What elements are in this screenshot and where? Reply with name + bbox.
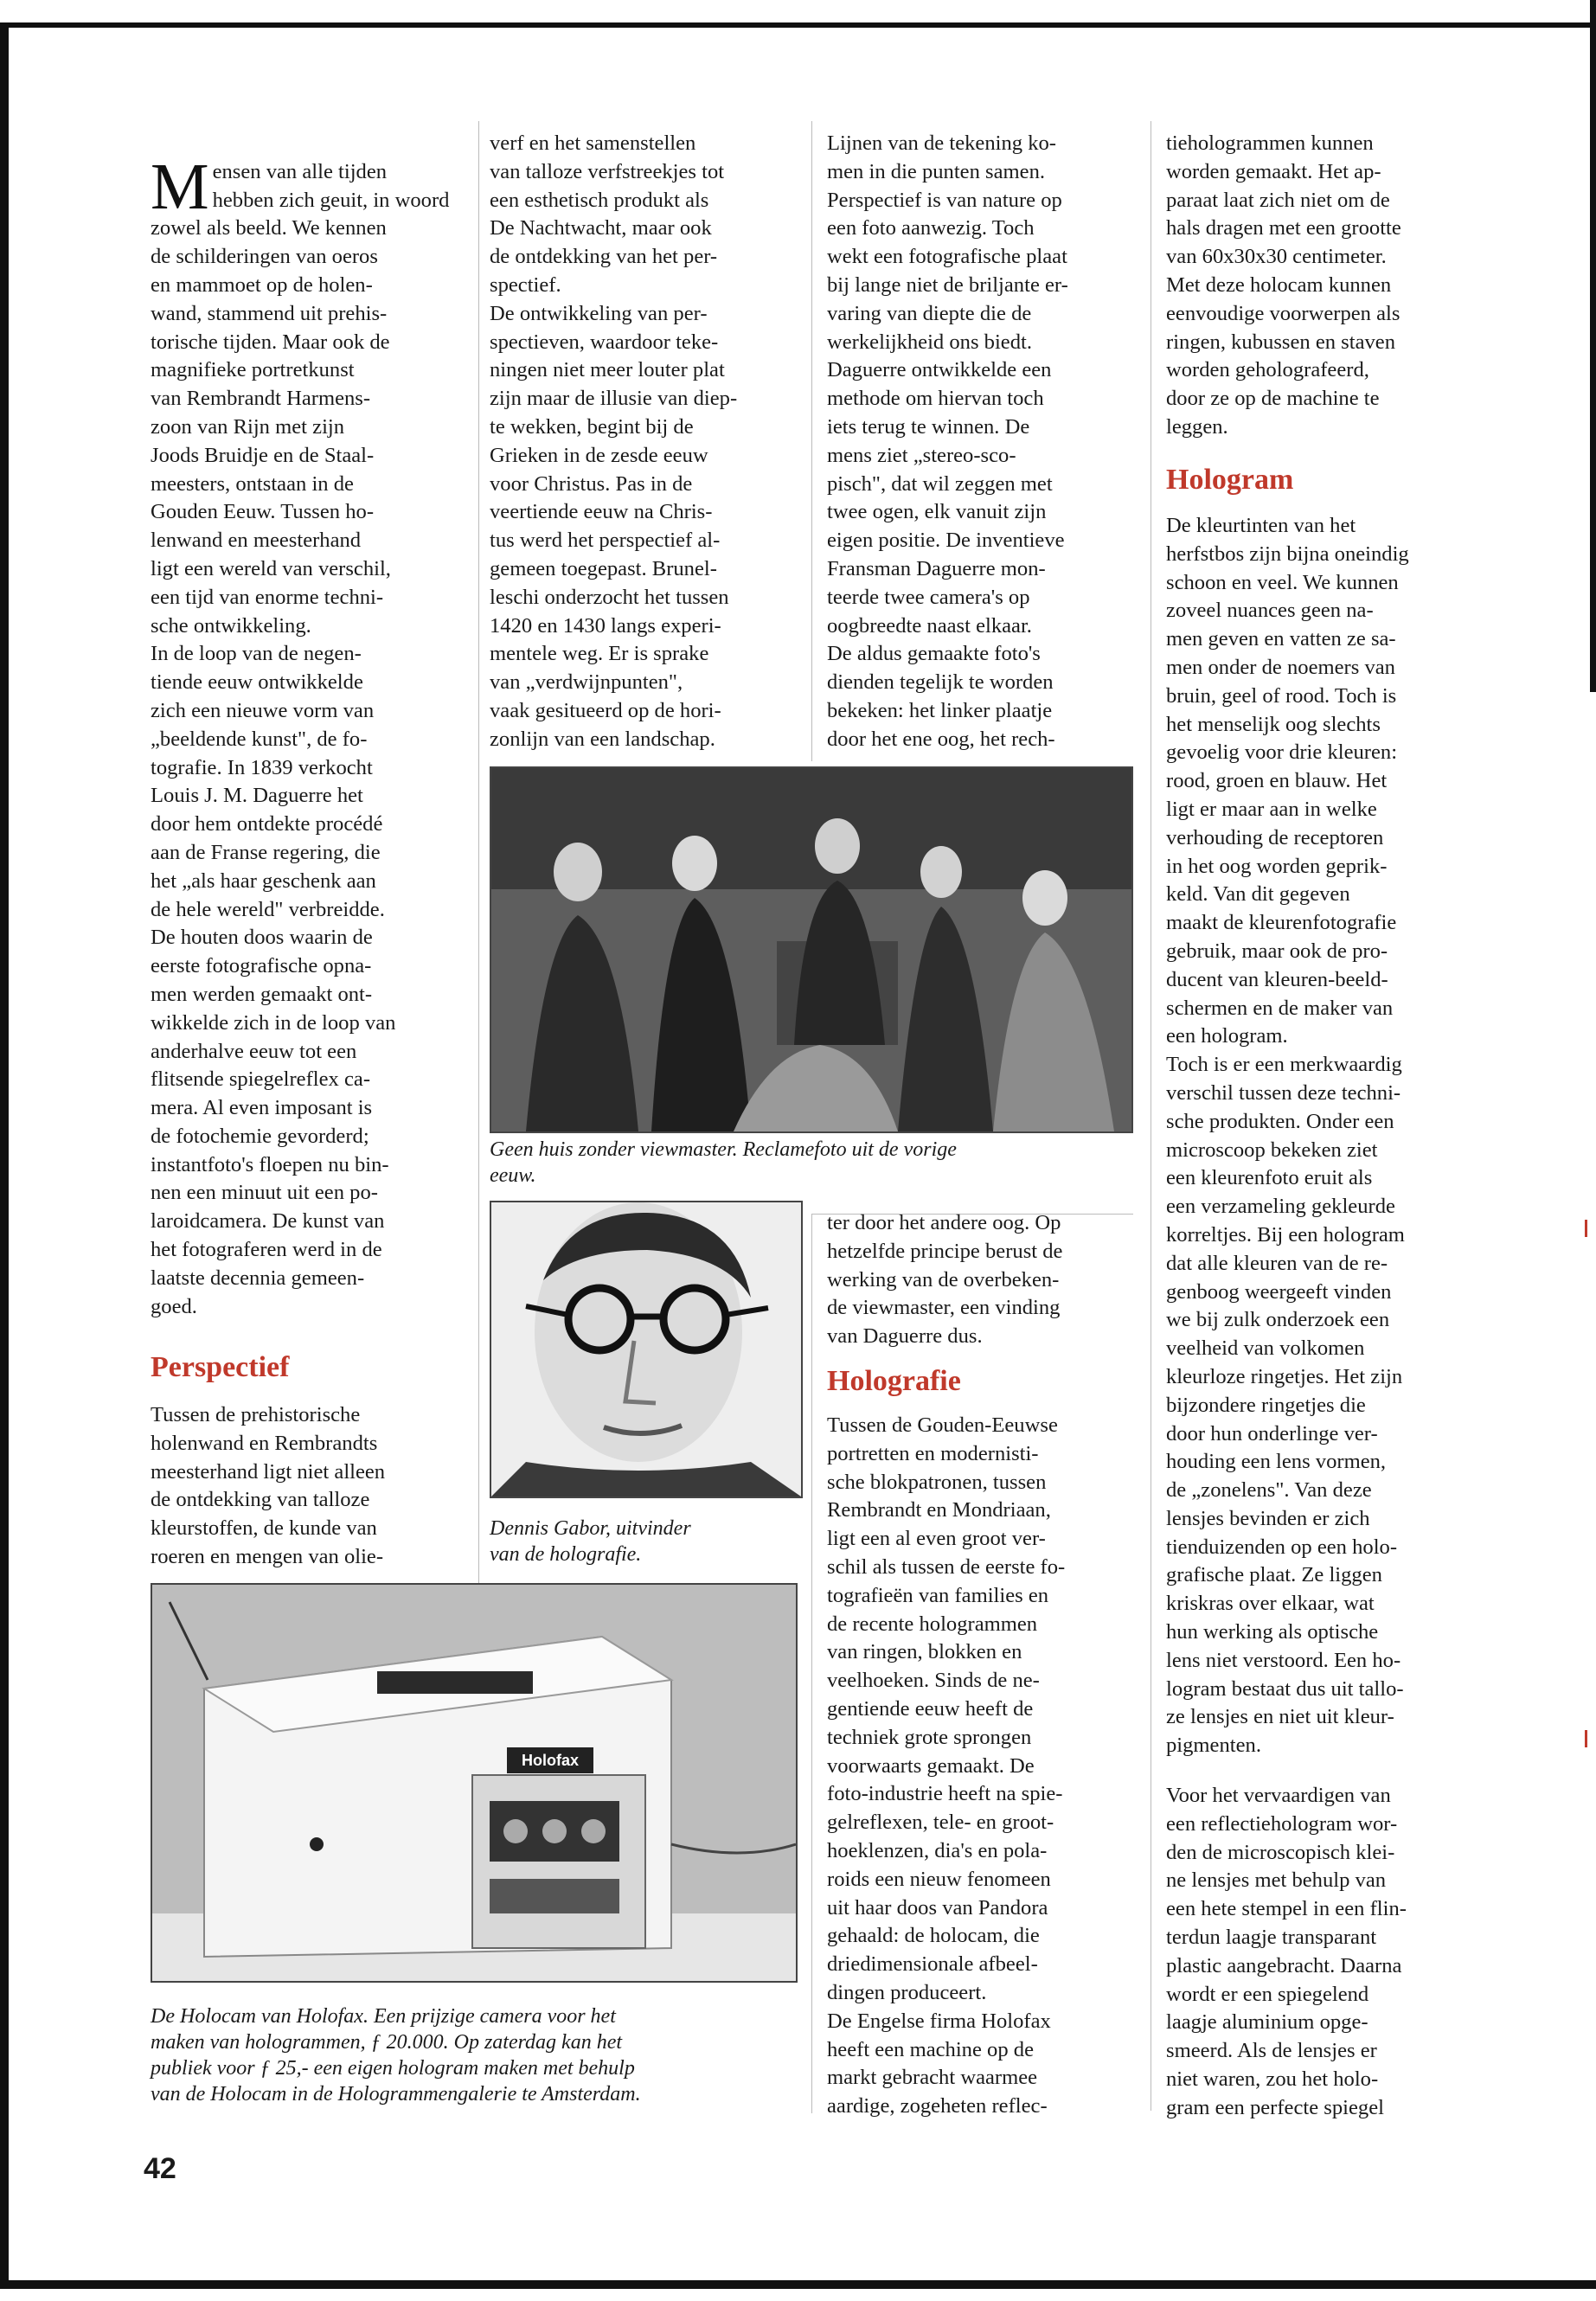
column-rule	[811, 121, 812, 761]
holocam-photo-graphic	[152, 1585, 796, 1981]
holocam-photo	[151, 1583, 798, 1983]
edge-mark	[1585, 1220, 1587, 1237]
column-rule	[811, 1214, 812, 2113]
holografie-text: Tussen de Gouden-Eeuwse portretten en modernisti- sche blokpatronen, tussen Rembrandt en Mondriaan, ligt een al even groot ver- schil als tussen de eerste fo- tografieën van families en de recente hologrammen van ringen, blokken en veelhoeken. Sinds de ne- gentiende eeuw heeft de techniek grote sprongen voorwaarts gemaakt. De foto-industrie heeft na spie- gelreflexen, tele- en groot- hoeklenzen, dia's en pola- roids een nieuw fenomeen uit haar doos van Pandora gehaald: de holocam, die driedimensionale afbeel- dingen produceert. De Engelse firma Holofax heeft een machine op de markt gebracht waarmee aardige, zogeheten reflec-	[827, 1413, 1066, 2118]
article-column-2: verf en het samenstellen van talloze verfstreekjes tot een esthetisch produkt als De Nachtwacht, maar ook de ontdekking van het per- spectief. De ontwikkeling van per- spectieven, waardoor teke- ningen niet meer louter plat zijn maar de illusie van diep- te wekken, begint bij de Grieken in de zesde eeuw voor Christus. Pas in de veertiende eeuw na Chris- tus werd het perspectief al- gemeen toegepast. Brunel- leschi onderzocht het tussen 1420 en 1430 langs experi- mentele weg. Er is sprake van „verdwijnpunten", vaak gesitueerd op de hori- zonlijn van een landschap.	[490, 131, 738, 751]
top-border	[0, 22, 1596, 28]
right-border	[1590, 0, 1596, 692]
hologram-text: De kleurtinten van het herfstbos zijn bijna oneindig schoon en veel. We kunnen zoveel nuances geen na- men geven en vatten ze sa- men onder de noemers van bruin, geel of rood. Toch is het menselijk oog slechts gevoelig voor drie kleuren: rood, groen en blauw. Het ligt er maar aan in welke verhouding de receptoren in het oog worden geprik- keld. Van dit gegeven maakt de kleurenfotografie gebruik, maar ook de pro- ducent van kleuren-beeld- schermen en de maker van een hologram. Toch is er een merkwaardig verschil tussen deze techni- sche produkten. Onder een microscoop bekeken ziet een kleurenfoto eruit als een verzameling gekleurde korreltjes. Bij een hologram dat alle kleuren van de re- genboog weergeeft vinden we bij zulk onderzoek een veelheid van volkomen kleurloze ringetjes. Het zijn bijzondere ringetjes die door hun onderlinge ver- houding een lens vormen, de „zonelens". Van deze lensjes bevinden er zich tienduizenden op een holo- grafische plaat. Ze liggen kriskras over elkaar, wat hun werking als optische lens niet verstoord. Een ho- logram bestaat dus uit tallo- ze lensjes en niet uit kleur- pigmenten.	[1166, 514, 1409, 1758]
edge-mark	[1585, 1730, 1587, 1747]
gabor-caption: Dennis Gabor, uitvinder van de holografie.	[490, 1517, 691, 1566]
column-rule	[478, 121, 479, 1583]
article-column-1	[151, 130, 471, 1321]
viewmaster-photo	[490, 766, 1133, 1133]
holocam-brand-label: Holofax	[521, 1752, 580, 1769]
heading-hologram: Hologram	[1166, 464, 1294, 496]
gabor-portrait	[490, 1201, 803, 1498]
page-number: 42	[144, 2152, 176, 2185]
gabor-portrait-graphic	[491, 1202, 801, 1497]
reflectiehologram-text: Voor het vervaardigen van een reflectiehologram wor- den de microscopisch klei- ne lensjes met behulp van een hete stempel in een flin- terdun laagje transparant plastic aangebracht. Daarna wordt er een spiegelend laagje aluminium opge- smeerd. Als de lensjes er niet waren, zou het holo- gram een perfecte spiegel	[1166, 1784, 1407, 2119]
perspectief-text: Tussen de prehistorische holenwand en Rembrandts meesterhand ligt niet alleen de ontdekking van talloze kleurstoffen, de kunde van roeren en mengen van olie-	[151, 1403, 386, 1568]
bottom-border	[0, 2280, 1596, 2289]
article-column-4: tiehologrammen kunnen worden gemaakt. Het ap- paraat laat zich niet om de hals dragen met een grootte van 60x30x30 centimeter. Met deze holocam kunnen eenvoudige voorwerpen als ringen, kubussen en staven worden geholografeerd, door ze op de machine te leggen.	[1166, 131, 1401, 439]
article-column-3: Lijnen van de tekening ko- men in die punten samen. Perspectief is van nature op een foto aanwezig. Toch wekt een fotografische plaat bij lange niet de briljante er- varing van diepte die de werkelijkheid ons biedt. Daguerre ontwikkelde een methode om hiervan toch iets terug te winnen. De mens ziet „stereo-sco- pisch", dat wil zeggen met twee ogen, elk vanuit zijn eigen positie. De inventieve Fransman Daguerre mon- teerde twee camera's op oogbreedte naast elkaar. De aldus gemaakte foto's dienden tegelijk te worden bekeken: het linker plaatje door het ene oog, het rech-	[827, 131, 1068, 751]
holocam-caption: De Holocam van Holofax. Een prijzige camera voor het maken van hologrammen, ƒ 20.000. Op zaterdag kan het publiek voor ƒ 25,- een eigen hologram maken met behulp van de Holocam in de Hologrammengalerie te Amsterdam.	[151, 2005, 641, 2106]
drop-cap: M	[151, 150, 209, 223]
viewmaster-photo-graphic	[491, 768, 1131, 1131]
heading-perspectief: Perspectief	[151, 1351, 290, 1383]
viewmaster-text: ter door het andere oog. Op hetzelfde principe berust de werking van de overbeken- de viewmaster, een vinding van Daguerre dus.	[827, 1211, 1063, 1349]
heading-holografie: Holografie	[827, 1365, 961, 1397]
left-border	[0, 28, 9, 2280]
intro-text: ensen van alle tijden hebben zich geuit, in woord zowel als beeld. We kennen de schilderingen van oeros en mammoet op de holen- wand, stammend uit prehis- torische tijden. Maar ook de magnifieke portretkunst van Rembrandt Harmens- zoon van Rijn met zijn Joods Bruidje en de Staal- meesters, ontstaan in de Gouden Eeuw. Tussen ho- lenwand en meesterhand ligt een wereld van verschil, een tijd van enorme techni- sche ontwikkeling. In de loop van de negen- tiende eeuw ontwikkelde zich een nieuwe vorm van „beeldende kunst", de fo- tografie. In 1839 verkocht Louis J. M. Daguerre het door hem ontdekte procédé aan de Franse regering, die het „als haar geschenk aan de hele wereld" verbreidde. De houten doos waarin de eerste fotografische opna- men werden gemaakt ont- wikkelde zich in de loop van anderhalve eeuw tot een flitsende spiegelreflex ca- mera. Al even imposant is de fotochemie gevorderd; instantfoto's floepen nu bin- nen een minuut uit een po- laroidcamera. De kunst van het fotograferen werd in de laatste decennia gemeen- goed.	[151, 159, 450, 1318]
viewmaster-caption: Geen huis zonder viewmaster. Reclamefoto uit de vorige eeuw.	[490, 1138, 957, 1187]
